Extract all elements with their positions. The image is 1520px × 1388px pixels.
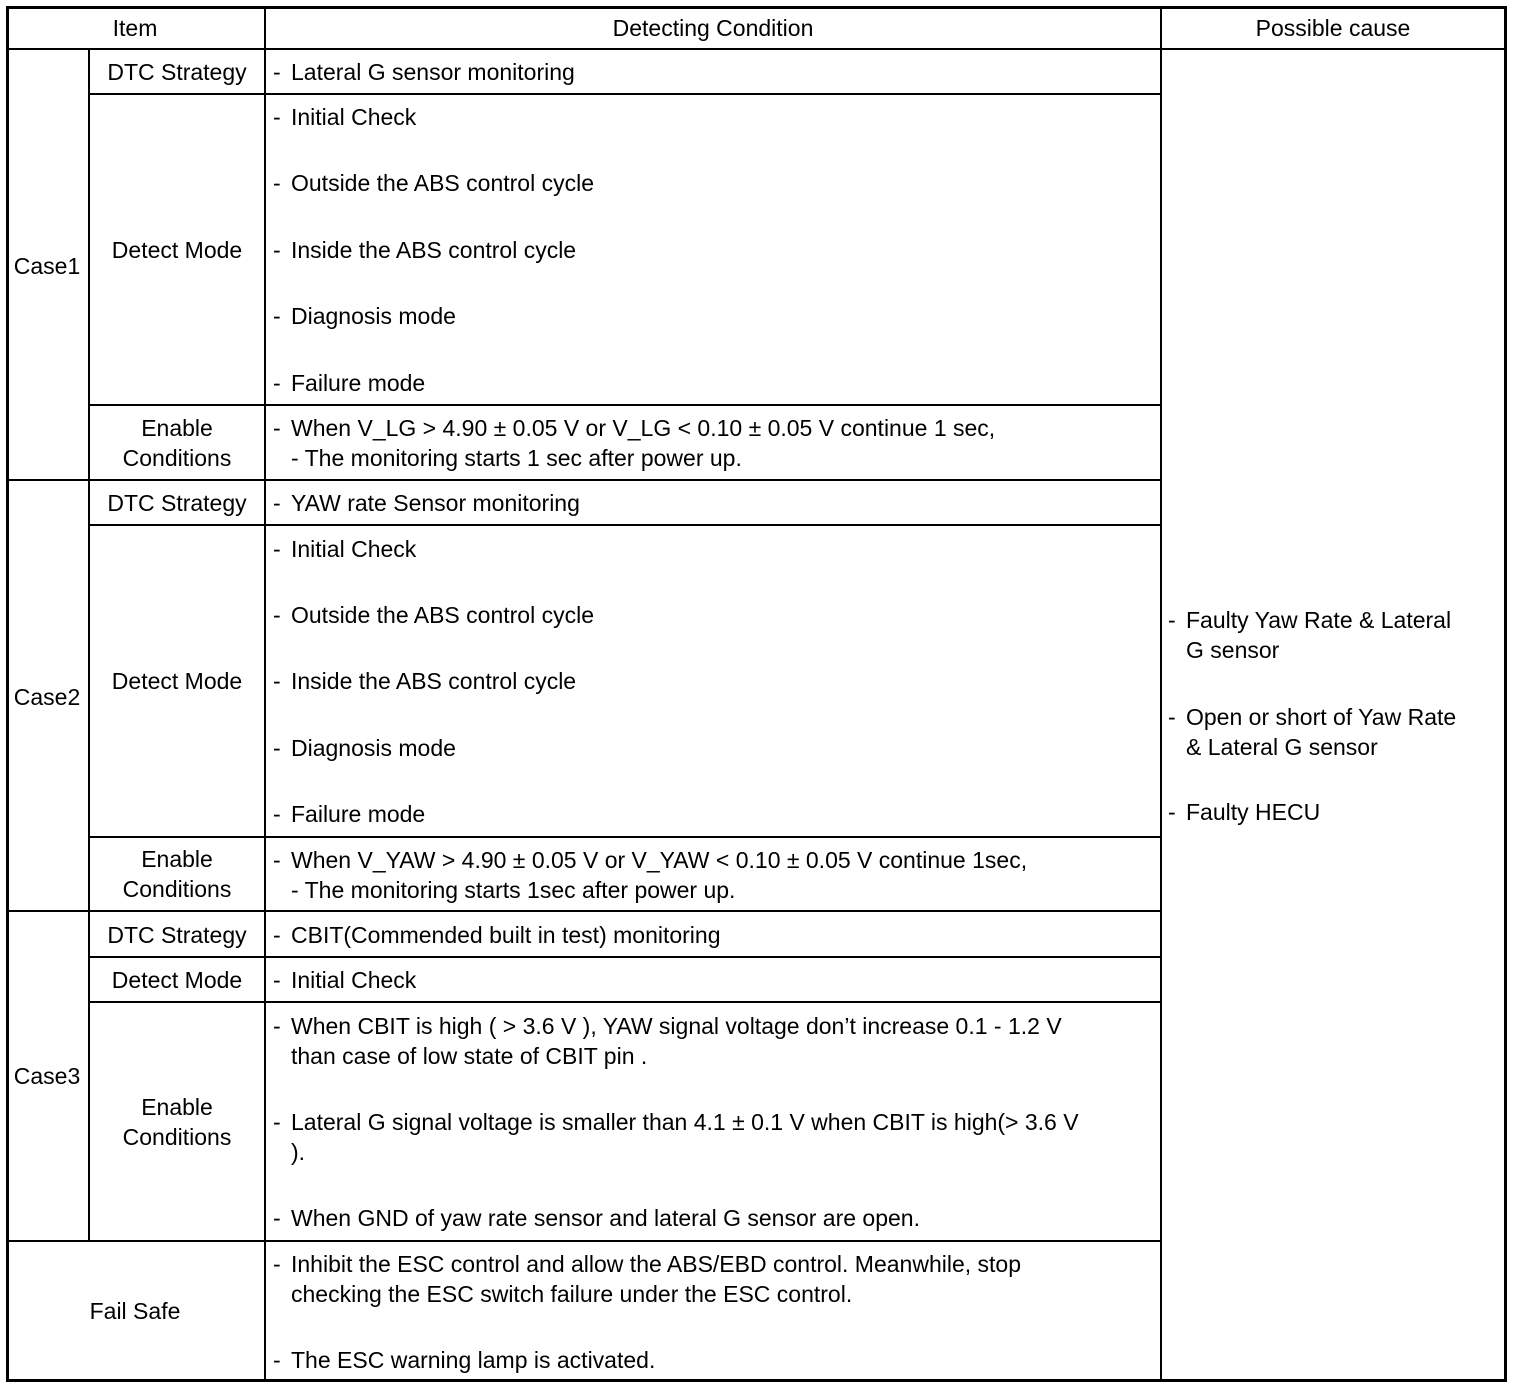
case3-enable-text: When GND of yaw rate sensor and lateral G sensor are open.	[291, 1205, 920, 1231]
case3-label: Case3	[13, 1063, 81, 1089]
bullet-dash: -	[273, 1251, 281, 1277]
bullet-dash: -	[273, 1013, 281, 1039]
divider-case3-row1	[88, 956, 1161, 958]
case2-enable-label-1: Enable	[141, 846, 213, 872]
bullet-dash: -	[273, 170, 281, 196]
fail-safe-continuation: checking the ESC switch failure under the ESC control.	[291, 1281, 853, 1307]
divider-case1-row2	[88, 404, 1161, 406]
case3-detect-label: Detect Mode	[111, 967, 243, 993]
case3-enable-text: Lateral G signal voltage is smaller than 4.1 ± 0.1 V when CBIT is high(> 3.6 V	[291, 1109, 1079, 1135]
bullet-dash: -	[1168, 704, 1176, 730]
fail-safe-text: Inhibit the ESC control and allow the ABS/EBD control. Meanwhile, stop	[291, 1251, 1022, 1277]
possible-cause-continuation: & Lateral G sensor	[1186, 734, 1378, 760]
bullet-dash: -	[273, 59, 281, 85]
case2-detect-label: Detect Mode	[111, 668, 243, 694]
divider-case1-case2	[6, 479, 1161, 481]
case2-detect-text: Inside the ABS control cycle	[291, 668, 577, 694]
bullet-dash: -	[273, 370, 281, 396]
bullet-dash: -	[273, 735, 281, 761]
bullet-dash: -	[273, 1347, 281, 1373]
bullet-dash: -	[273, 237, 281, 263]
case2-enable-text: When V_YAW > 4.90 ± 0.05 V or V_YAW < 0.10 ± 0.05 V continue 1sec,	[291, 847, 1028, 873]
divider-case2-case3	[6, 910, 1161, 912]
divider-col-condition	[1160, 6, 1162, 1382]
case3-enable-label-2: Conditions	[122, 1124, 232, 1150]
divider-col-case	[88, 49, 90, 1241]
bullet-dash: -	[273, 1205, 281, 1231]
bullet-dash: -	[273, 668, 281, 694]
case3-enable-continuation: ).	[291, 1139, 306, 1165]
case3-dtc-label: DTC Strategy	[107, 922, 247, 948]
case1-dtc-text: Lateral G sensor monitoring	[291, 59, 575, 85]
divider-case3-row2	[88, 1001, 1161, 1003]
case1-enable-subline: - The monitoring starts 1 sec after power up.	[291, 445, 742, 471]
case2-detect-text: Failure mode	[291, 801, 426, 827]
bullet-dash: -	[273, 536, 281, 562]
divider-case1-row1	[88, 93, 1161, 95]
case1-enable-label-2: Conditions	[122, 445, 232, 471]
divider-header	[6, 48, 1507, 50]
case1-detect-text: Diagnosis mode	[291, 303, 456, 329]
bullet-dash: -	[273, 602, 281, 628]
case3-detect-text: Initial Check	[291, 967, 417, 993]
case2-detect-text: Outside the ABS control cycle	[291, 602, 594, 628]
fail-safe-label: Fail Safe	[89, 1298, 181, 1324]
header-item: Item	[112, 15, 158, 41]
bullet-dash: -	[273, 847, 281, 873]
case3-dtc-text: CBIT(Commended built in test) monitoring	[291, 922, 721, 948]
bullet-dash: -	[1168, 607, 1176, 633]
case3-enable-text: When CBIT is high ( > 3.6 V ), YAW signal voltage don’t increase 0.1 - 1.2 V	[291, 1013, 1062, 1039]
bullet-dash: -	[273, 303, 281, 329]
bullet-dash: -	[273, 415, 281, 441]
bullet-dash: -	[273, 490, 281, 516]
divider-case2-row1	[88, 524, 1161, 526]
divider-col-item	[264, 6, 266, 1382]
bullet-dash: -	[273, 1109, 281, 1135]
case2-dtc-text: YAW rate Sensor monitoring	[291, 490, 580, 516]
case1-enable-text: When V_LG > 4.90 ± 0.05 V or V_LG < 0.10 ± 0.05 V continue 1 sec,	[291, 415, 996, 441]
header-possible-cause: Possible cause	[1255, 15, 1411, 41]
case1-detect-text: Failure mode	[291, 370, 426, 396]
case2-enable-subline: - The monitoring starts 1sec after power up.	[291, 877, 736, 903]
bullet-dash: -	[273, 104, 281, 130]
case1-dtc-label: DTC Strategy	[107, 59, 247, 85]
divider-case2-row2	[88, 836, 1161, 838]
possible-cause-text: Open or short of Yaw Rate	[1186, 704, 1457, 730]
divider-case3-failsafe	[6, 1240, 1161, 1242]
bullet-dash: -	[273, 922, 281, 948]
case2-detect-text: Diagnosis mode	[291, 735, 456, 761]
possible-cause-text: Faulty HECU	[1186, 799, 1321, 825]
bullet-dash: -	[273, 801, 281, 827]
case1-detect-text: Initial Check	[291, 104, 417, 130]
case3-enable-continuation: than case of low state of CBIT pin .	[291, 1043, 648, 1069]
case2-enable-label-2: Conditions	[122, 876, 232, 902]
header-detecting-condition: Detecting Condition	[612, 15, 814, 41]
bullet-dash: -	[273, 967, 281, 993]
possible-cause-continuation: G sensor	[1186, 637, 1280, 663]
case2-label: Case2	[13, 684, 81, 710]
fail-safe-text: The ESC warning lamp is activated.	[291, 1347, 656, 1373]
possible-cause-text: Faulty Yaw Rate & Lateral	[1186, 607, 1452, 633]
case1-detect-label: Detect Mode	[111, 237, 243, 263]
case2-dtc-label: DTC Strategy	[107, 490, 247, 516]
case3-enable-label-1: Enable	[141, 1094, 213, 1120]
case2-detect-text: Initial Check	[291, 536, 417, 562]
case1-enable-label-1: Enable	[141, 415, 213, 441]
case1-label: Case1	[13, 253, 81, 279]
case1-detect-text: Outside the ABS control cycle	[291, 170, 594, 196]
bullet-dash: -	[1168, 799, 1176, 825]
case1-detect-text: Inside the ABS control cycle	[291, 237, 577, 263]
